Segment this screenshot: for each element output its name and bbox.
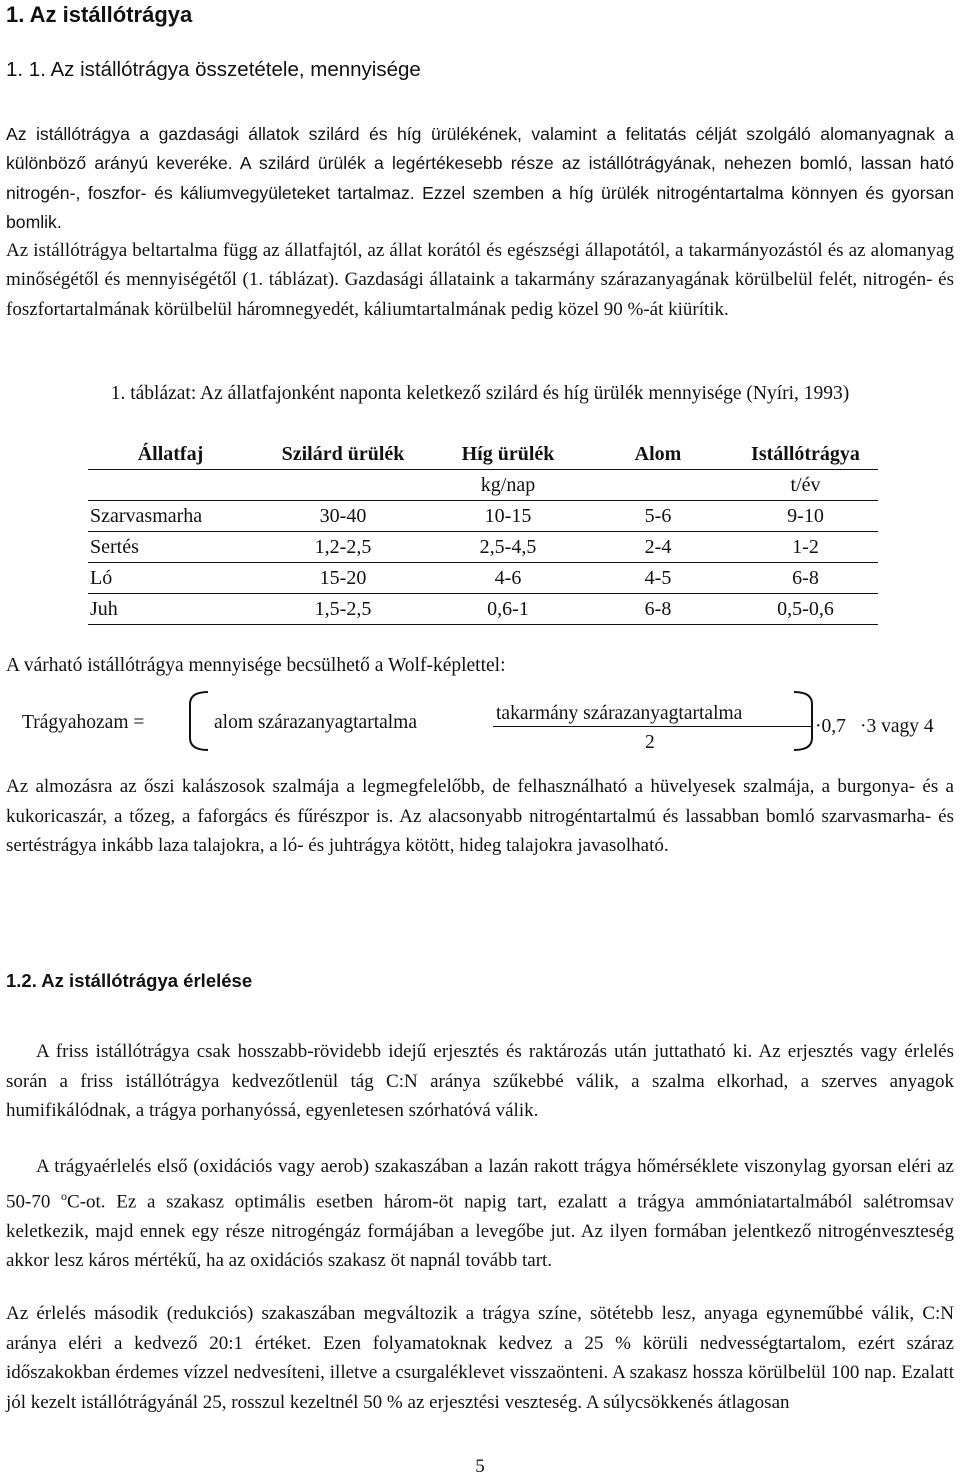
unit-cell: kg/nap	[433, 470, 583, 501]
fraction-line	[493, 726, 813, 727]
formula-denominator: 2	[645, 732, 655, 753]
section-title-1-1: 1. 1. Az istállótrágya összetétele, mennyisége	[6, 58, 421, 81]
unit-cell	[88, 470, 253, 501]
chapter-title: 1. Az istállótrágya	[6, 2, 193, 27]
table-header: Híg ürülék	[433, 439, 583, 470]
table-cell: 9-10	[733, 501, 878, 532]
paragraph-intro-text: Az istállótrágya a gazdasági állatok szilárd és híg ürülékének, valamint a felitatás célját szolgáló alomanyagnak a különböző arányú keveréke. A szilárd ürülék a legértékesebb része az istállótrágyának, nehezen bomló, lassan ható nitrogén-, foszfor- és káliumvegyületeket tartalmaz. Ezzel szemben a híg ürülék nitrogéntartalma könnyen és gyorsan bomlik.	[6, 124, 954, 232]
paragraph-bedding-text: Az almozásra az őszi kalászosok szalmája a legmegfelelőbb, de felhasználható a hüvelyesek szalmája, a burgonya- és a kukoricaszár, a tőzeg, a faforgács és fűrészpor is. Az alacsonyabb nitrogéntartalmú és lassabban bomló szarvasmarha- és sertéstrágya inkább laza talajokra, a ló- és juhtrágya kötött, hideg talajokra javasolható.	[6, 776, 954, 857]
paragraph-aerobic-text-b: C-ot. Ez a szakasz optimális esetben három-öt napig tart, ezalatt a trágya ammóniatartalmából salétromsav keletkezik, majd ennek egy része nitrogéngáz formájában a levegőbe jut. Az ilyen formában jelentkező nitrogénveszteség akkor lesz káros mértékű, ha az oxidációs szakasz öt napnál tovább tart.	[6, 1190, 954, 1272]
formula-lhs: Trágyahozam =	[22, 712, 145, 733]
paragraph-aerobic	[6, 1152, 954, 1276]
formula-numerator: takarmány szárazanyagtartalma	[496, 703, 743, 724]
formula-factor-2: ·3 vagy 4	[860, 716, 934, 737]
unit-cell	[253, 470, 433, 501]
manure-table	[88, 439, 878, 625]
table-header: Alom	[583, 439, 733, 470]
table-cell: 10-15	[433, 501, 583, 532]
table-cell: 4-5	[583, 563, 733, 594]
formula-factor-1: ·0,7	[815, 716, 846, 737]
table-cell: 0,6-1	[433, 594, 583, 625]
paragraph-maturing	[6, 1037, 954, 1126]
paragraph-content-text: Az istállótrágya beltartalma függ az állatfajtól, az állat korától és egészségi állapotától, a takarmányozástól és az alomanyag minőségétől és mennyiségétől (1. táblázat). Gazdasági állataink a takarmány szárazanyagának körülbelül felét, nitrogén- és foszfortartalmának körülbelül háromnegyedét, káliumtartalmának pedig közel 90 %-át kiürítik.	[6, 240, 954, 320]
table-cell: 5-6	[583, 501, 733, 532]
section-title-1-2: 1.2. Az istállótrágya érlelése	[6, 970, 253, 991]
paragraph-bedding	[6, 772, 954, 861]
table-cell: Ló	[88, 563, 253, 594]
table-cell: 0,5-0,6	[733, 594, 878, 625]
formula-factor-2-value: 3 vagy 4	[866, 716, 934, 737]
formula-intro: A várható istállótrágya mennyisége becsülhető a Wolf-képlettel:	[6, 655, 506, 676]
unit-cell: t/év	[733, 470, 878, 501]
table-cell: 30-40	[253, 501, 433, 532]
table-cell: 1,2-2,5	[253, 532, 433, 563]
paragraph-maturing-text: A friss istállótrágya csak hosszabb-rövidebb idejű erjesztés és raktározás után juttatható ki. Az erjesztés vagy érlelés során a friss istállótrágya kedvezőtlenül tág C:N aránya szűkebbé válik, a szalma elkorhad, a szerves anyagok humifikálódnak, a trágya porhanyóssá, egyenletesen szórhatóvá válik.	[6, 1041, 954, 1122]
unit-cell	[583, 470, 733, 501]
table-row	[88, 563, 878, 594]
table-cell: 6-8	[583, 594, 733, 625]
formula-factor-1-value: 0,7	[821, 716, 846, 737]
paragraph-content	[6, 236, 954, 324]
table-header: Istállótrágya	[733, 439, 878, 470]
table-header: Állatfaj	[88, 439, 253, 470]
paragraph-reduction-text: Az érlelés második (redukciós) szakaszában megváltozik a trágya színe, sötétebb lesz, anyaga egyneműbbé válik, C:N aránya eléri a kedvező 20:1 értéket. Ezen folyamatoknak kedvez a 25 % körüli nedvességtartalom, ezért száraz időszakokban érdemes vízzel nedvesíteni, illetve a csurgaléklevet visszaönteni. A szakasz hossza körülbelül 100 nap. Ezalatt jól kezelt istállótrágyánál 25, rosszul kezeltnél 50 % az erjesztési veszteség. A súlycsökkenés átlagosan	[6, 1303, 954, 1413]
table-cell: Szarvasmarha	[88, 501, 253, 532]
table-row	[88, 501, 878, 532]
table-cell: 2,5-4,5	[433, 532, 583, 563]
table-units-row	[88, 470, 878, 501]
table-header: Szilárd ürülék	[253, 439, 433, 470]
paragraph-intro	[6, 120, 954, 237]
degree-superscript: o	[61, 1188, 68, 1203]
table-row	[88, 532, 878, 563]
table-caption: 1. táblázat: Az állatfajonként naponta keletkező szilárd és híg ürülék mennyisége (Nyíri, 1993)	[110, 383, 850, 404]
table-cell: Sertés	[88, 532, 253, 563]
table-cell: 1-2	[733, 532, 878, 563]
page-number: 5	[475, 1456, 485, 1477]
table-cell: 1,5-2,5	[253, 594, 433, 625]
table-row	[88, 594, 878, 625]
table-cell: 4-6	[433, 563, 583, 594]
formula-term1: alom szárazanyagtartalma	[214, 712, 418, 733]
paragraph-aerobic-text-a: A trágyaérlelés első (oxidációs vagy aerob) szakaszában a lazán rakott trágya hőmérséklete viszonylag gyorsan eléri az 50-70	[6, 1156, 954, 1212]
paragraph-reduction	[6, 1299, 954, 1417]
table-cell: 6-8	[733, 563, 878, 594]
table-cell: 2-4	[583, 532, 733, 563]
table-cell: 15-20	[253, 563, 433, 594]
table-header-row	[88, 439, 878, 470]
left-bracket-icon	[182, 690, 212, 752]
table-cell: Juh	[88, 594, 253, 625]
